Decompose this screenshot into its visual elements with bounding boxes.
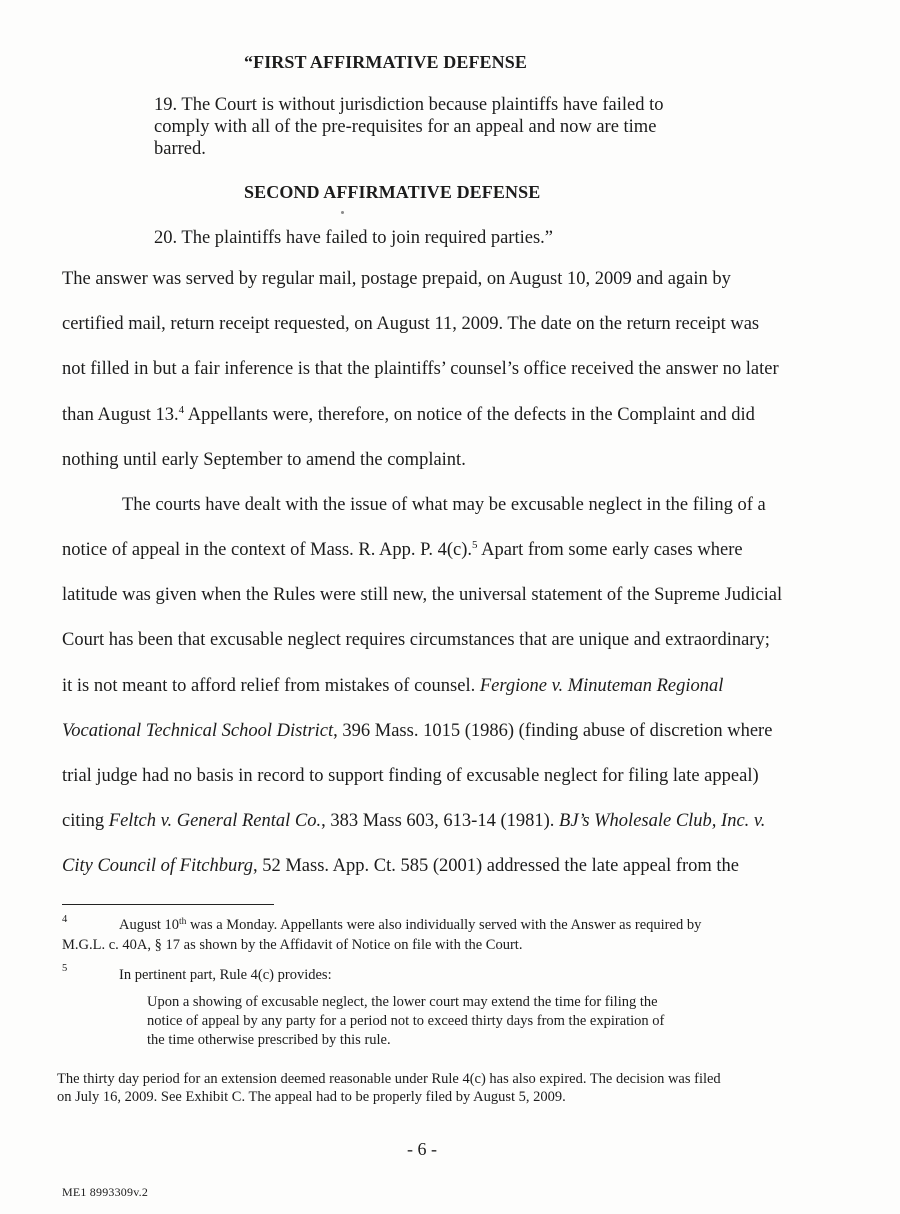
body-line: not filled in but a fair inference is that the plaintiffs’ counsel’s office received the answer no later (62, 359, 779, 379)
paragraph-19-line: comply with all of the pre-requisites for an appeal and now are time (154, 117, 657, 137)
body-line (62, 720, 772, 742)
second-affirmative-defense-heading: SECOND AFFIRMATIVE DEFENSE (244, 182, 541, 202)
case-citation: City Council of Fitchburg (62, 856, 253, 876)
body-line: certified mail, return receipt requested, on August 11, 2009. The date on the return receipt was (62, 314, 760, 334)
footnote-text: August 10 (119, 917, 180, 933)
case-citation: BJ’s Wholesale Club, Inc. v. (559, 811, 766, 831)
case-citation: Feltch v. General Rental Co. (108, 811, 322, 831)
footnote-5-quote-line: Upon a showing of excusable neglect, the lower court may extend the time for filing the (147, 994, 658, 1010)
footnote-5-tail-line: on July 16, 2009. See Exhibit C. The appeal had to be properly filed by August 5, 2009. (57, 1089, 566, 1105)
footnote-ref-5: 5 (472, 539, 478, 551)
footnote-number: 4 (62, 914, 68, 925)
footnote-superscript: th (179, 917, 187, 927)
body-line (62, 810, 765, 832)
body-line (62, 404, 755, 426)
body-line: The courts have dealt with the issue of what may be excusable neglect in the filing of a (122, 495, 766, 515)
footnote-4-line: M.G.L. c. 40A, § 17 as shown by the Affidavit of Notice on file with the Court. (62, 937, 523, 953)
body-text: , 383 Mass 603, 613-14 (1981). (321, 811, 560, 831)
body-text: Apart from some early cases where (477, 540, 743, 560)
case-citation: Fergione v. Minuteman Regional (479, 676, 724, 696)
document-id: ME1 8993309v.2 (62, 1185, 149, 1199)
footnote-5-quote-line: notice of appeal by any party for a period not to exceed thirty days from the expiration of (147, 1013, 665, 1029)
body-text: , 396 Mass. 1015 (1986) (finding abuse of discretion where (333, 721, 773, 741)
body-text: citing (62, 811, 109, 831)
body-text: notice of appeal in the context of Mass. R. App. P. 4(c). (62, 540, 472, 560)
paragraph-19 (154, 94, 754, 160)
body-line: trial judge had no basis in record to support finding of excusable neglect for filing late appeal) (62, 766, 759, 786)
paragraph-19-line: 19. The Court is without jurisdiction because plaintiffs have failed to (154, 95, 664, 115)
footnote-number: 5 (62, 963, 68, 974)
body-text: than August 13. (62, 405, 179, 425)
body-line (62, 675, 723, 697)
case-citation: Vocational Technical School District (62, 721, 334, 741)
footnote-5-quote-line: the time otherwise prescribed by this rule. (147, 1032, 391, 1048)
body-line: The answer was served by regular mail, postage prepaid, on August 10, 2009 and again by (62, 269, 731, 289)
first-affirmative-defense-heading: “FIRST AFFIRMATIVE DEFENSE (244, 52, 527, 72)
footnote-separator (62, 904, 274, 905)
body-line (62, 855, 739, 877)
body-text: Appellants were, therefore, on notice of the defects in the Complaint and did (184, 405, 755, 425)
body-line (62, 539, 743, 561)
footnote-ref-4: 4 (178, 404, 185, 416)
page-number: - 6 - (407, 1139, 437, 1159)
body-line: Court has been that excusable neglect requires circumstances that are unique and extraordinary; (62, 630, 770, 650)
footnote-4-line (119, 916, 701, 934)
body-text: , 52 Mass. App. Ct. 585 (2001) addressed the late appeal from the (252, 856, 740, 876)
footnote-5-tail-line: The thirty day period for an extension deemed reasonable under Rule 4(c) has also expired. The decision was filed (57, 1071, 721, 1087)
paragraph-20: 20. The plaintiffs have failed to join required parties.” (154, 228, 553, 248)
footnote-5-intro: In pertinent part, Rule 4(c) provides: (119, 967, 332, 983)
footnote-text: was a Monday. Appellants were also individually served with the Answer as required by (186, 917, 702, 933)
scan-speck (341, 211, 344, 214)
body-line: nothing until early September to amend the complaint. (62, 450, 466, 470)
body-text: it is not meant to afford relief from mistakes of counsel. (62, 676, 480, 696)
paragraph-19-line: barred. (154, 139, 206, 159)
body-line: latitude was given when the Rules were still new, the universal statement of the Supreme Judicial (62, 585, 783, 605)
